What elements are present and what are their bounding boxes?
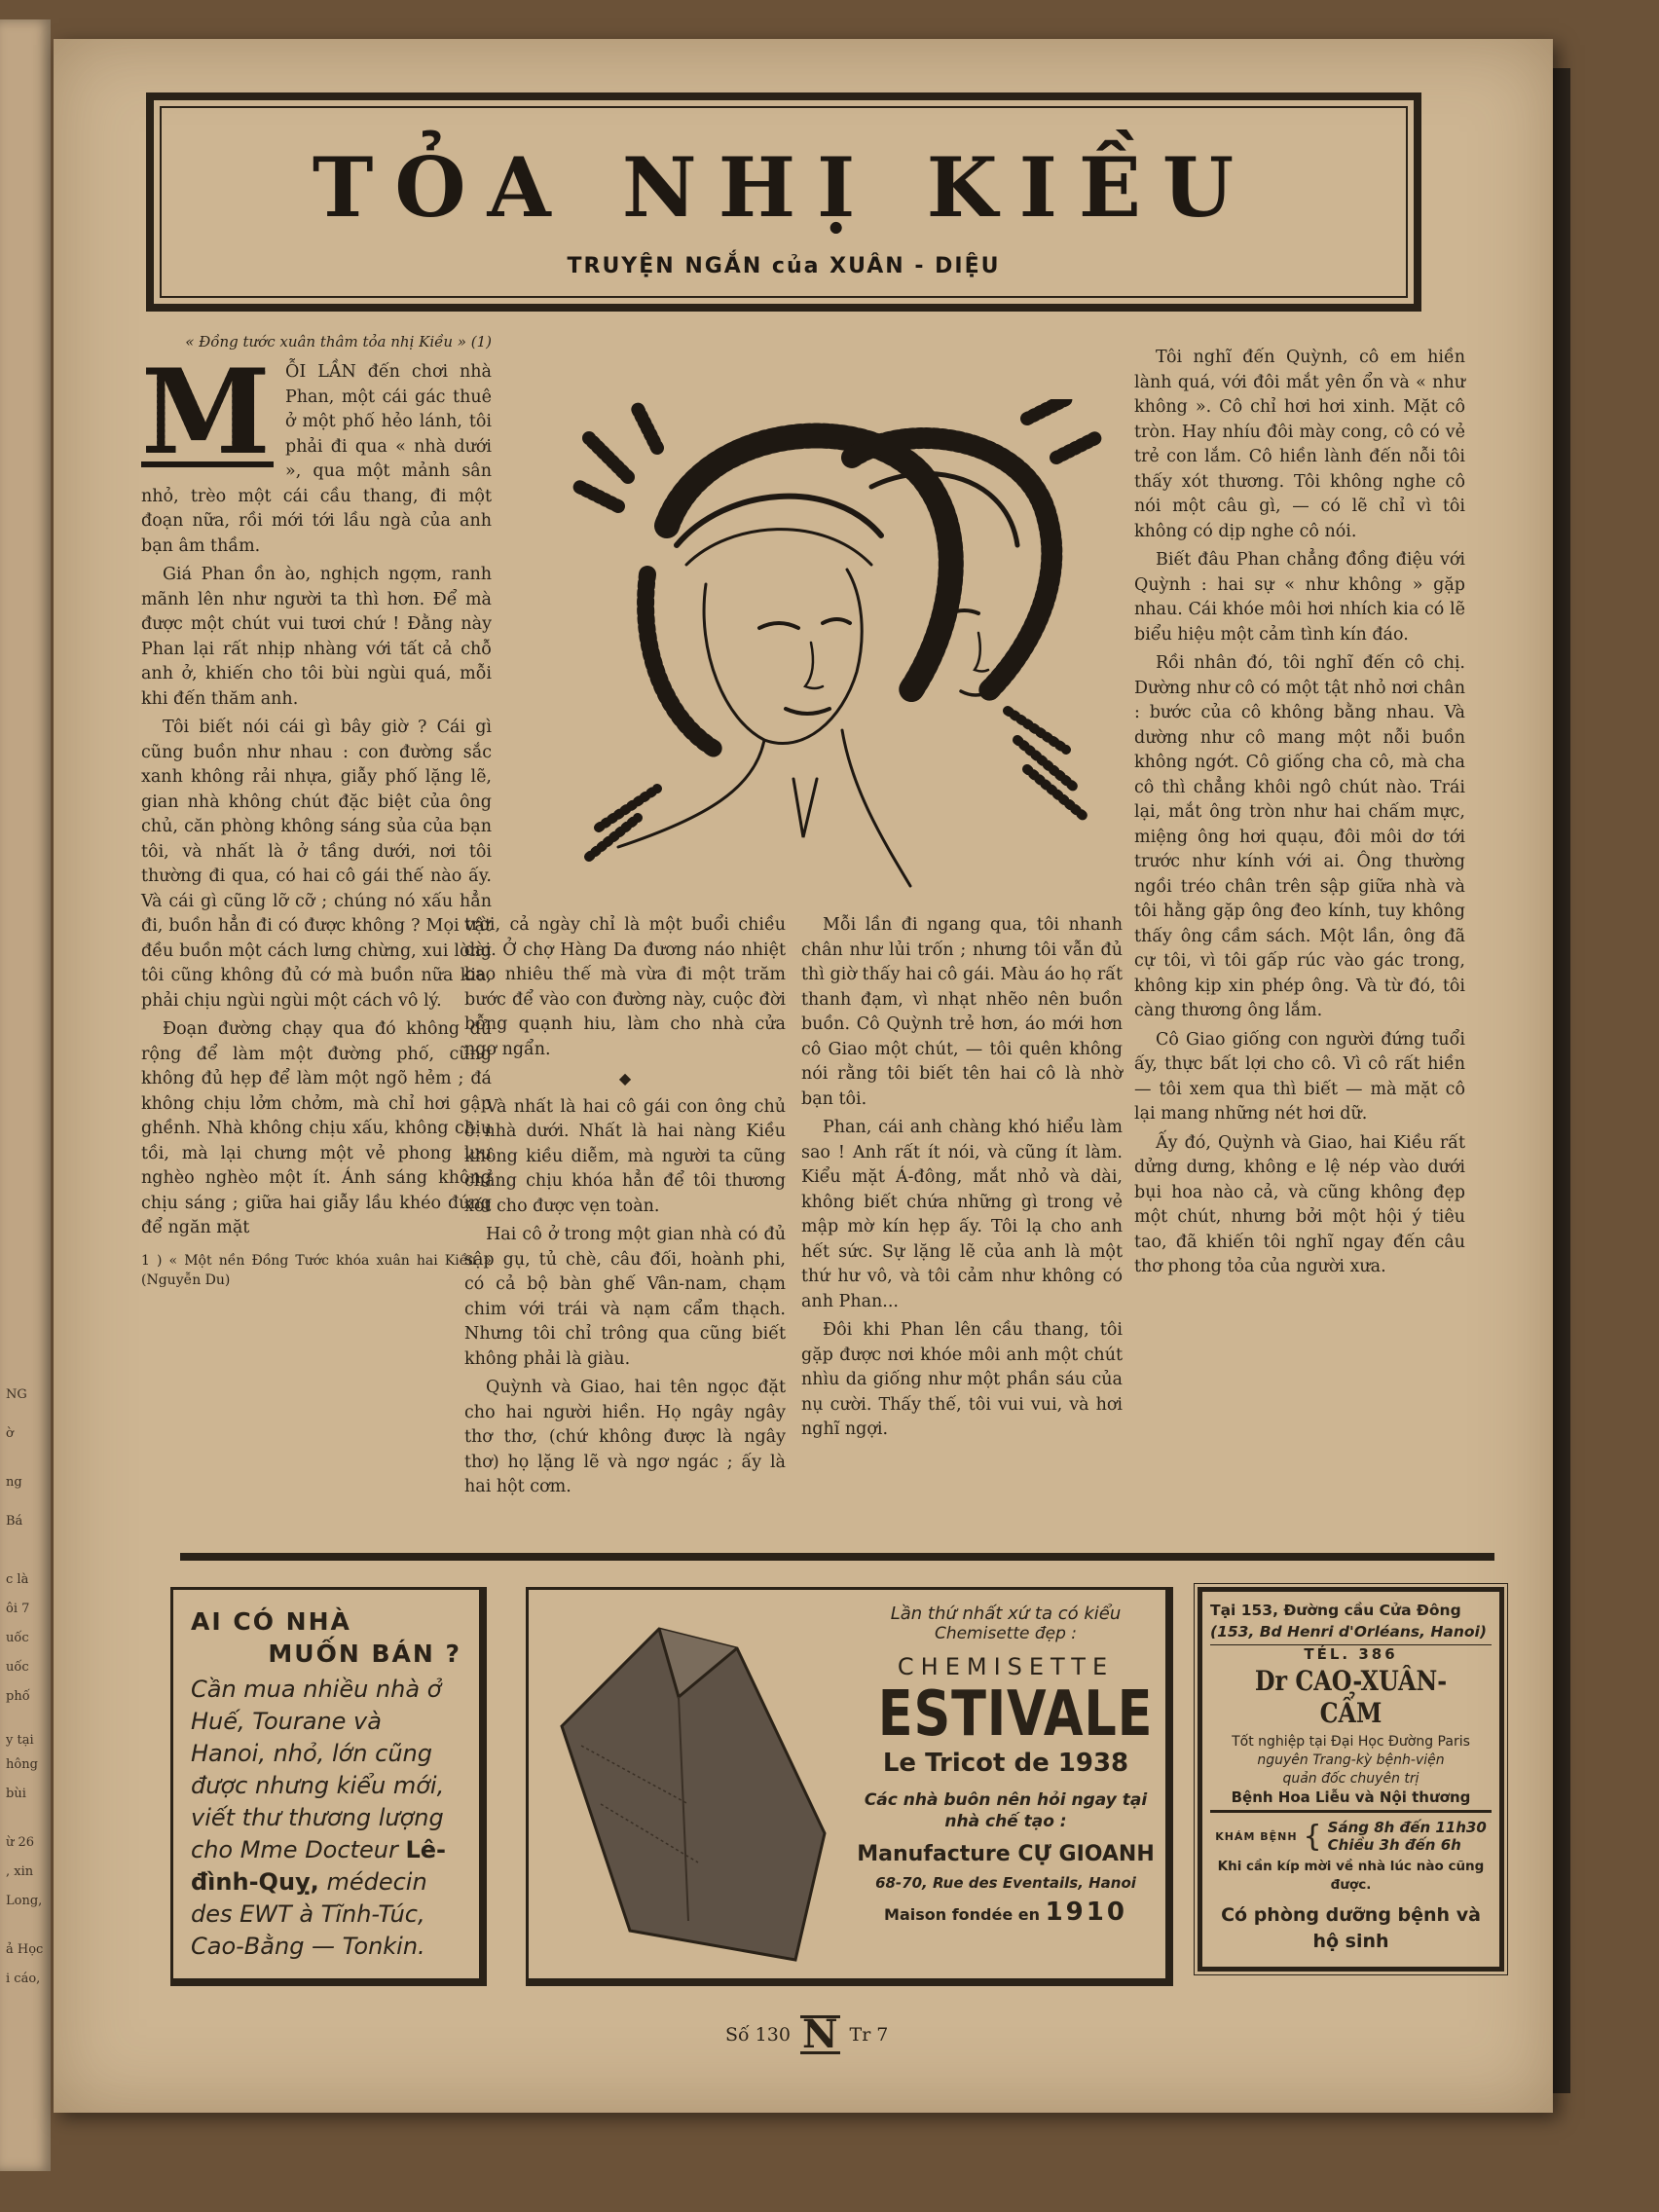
specialty: Bệnh Hoa Liễu và Nội thương xyxy=(1231,1788,1471,1806)
column-1 xyxy=(141,331,492,1290)
paragraph: Tôi nghĩ đến Quỳnh, cô em hiền lành quá, với đôi mắt yên ổn và « như không ». Cô chỉ hơi hơi xinh. Mặt cô tròn. Hay nhíu đôi mày cong, cô có vẻ trẻ con lắm. Cô hiền lành đến nỗi tôi thấy xót thương. Tôi không nghe cô nói một câu gì, — có lẽ chỉ vì tôi không có dịp nghe cô nói. xyxy=(1134,348,1465,541)
left-page-text: i cáo, xyxy=(6,1972,41,1986)
newspaper-page xyxy=(54,39,1553,2113)
paragraph: Biết đâu Phan chẳng đồng điệu với Quỳnh : hai sự « như không » gặp nhau. Cái khóe môi hơi nhích kia có lẽ biểu hiệu một cảm tình kín đáo. xyxy=(1134,550,1465,645)
paragraph: Đôi khi Phan lên cầu thang, tôi gặp được nơi khóe môi anh một chút nhìu da giống như một phần sáu của nụ cười. Thấy thế, tôi vui vui, và hơi nghĩ ngợi. xyxy=(801,1320,1123,1439)
founded-label: Maison fondée en xyxy=(884,1905,1041,1924)
clinic-services: Có phòng dưỡng bệnh và hộ sinh xyxy=(1221,1904,1481,1952)
left-page-text: ờ xyxy=(6,1426,14,1441)
two-women-illustration xyxy=(560,399,1105,905)
page-number: Tr 7 xyxy=(849,2024,889,2046)
paragraph: Giá Phan ồn ào, nghịch ngợm, ranh mãnh lên như người ta thì hơn. Để mà được một chút vui tươi chứ ! Đằng này Phan lại rất nhịp nhàng với tất cả chỗ anh ở, khiến cho tôi bùi ngùi quá, mỗi khi đến thăm anh. xyxy=(141,565,492,709)
founded xyxy=(850,1898,1161,1927)
left-page-text: bùi xyxy=(6,1787,26,1801)
epigraph: « Đồng tước xuân thâm tỏa nhị Kiều » (1) xyxy=(185,333,492,350)
left-page-text: Long, xyxy=(6,1894,43,1908)
left-page-text: , xin xyxy=(6,1864,34,1879)
address: Tại 153, Đường cầu Cửa Đông xyxy=(1210,1602,1461,1619)
paragraph: Và nhất là hai cô gái con ông chủ ở nhà dưới. Nhất là hai nàng Kiều không kiều diễm, mà người ta cũng chẳng chịu khóa hẳn để tôi thương xót cho được vẹn toàn. xyxy=(464,1096,786,1216)
footnote: 1 ) « Một nền Đồng Tước khóa xuân hai Kiều » (Nguyễn Du) xyxy=(141,1252,492,1288)
left-page-text: hông xyxy=(6,1757,38,1772)
left-page-text: phố xyxy=(6,1689,30,1704)
paragraph: Mỗi lần đi ngang qua, tôi nhanh chân như lủi trốn ; nhưng tôi vẫn đủ thì giờ thấy hai cô gái. Màu áo họ rất thanh đạm, vì nhạt nhẽo nên buồn buồn. Cô Quỳnh trẻ hơn, áo mới hơn cô Giao một chút, — tôi quên không nói rằng tôi biết tên hai cô là nhờ bạn tôi. xyxy=(801,915,1123,1109)
hours-afternoon: Chiều 3h đến 6h xyxy=(1327,1836,1461,1854)
paragraph: Đoạn đường chạy qua đó không đủ rộng để làm một đường phố, cũng không đủ hẹp để làm một ngõ hẻm ; đá không chịu lởm chởm, mà chỉ hơi gập ghềnh. Nhà không chịu xấu, không chịu tồi, mà lại chưng một vẻ phong lưu nghèo nghèo một ít. Ánh sáng không chịu sáng ; giữa hai giẫy lầu khéo đứng để ngăn mặt xyxy=(141,1019,492,1237)
credential: nguyên Trang-kỳ bệnh-viện xyxy=(1257,1752,1445,1768)
title-box xyxy=(146,92,1421,312)
drop-cap: M xyxy=(141,364,274,467)
ad-line: Lần thứ nhất xứ ta có kiểu xyxy=(890,1604,1122,1624)
address-fr: (153, Bd Henri d'Orléans, Hanoi) xyxy=(1210,1623,1487,1641)
paragraph: trời, cả ngày chỉ là một buổi chiều dài. Ở chợ Hàng Da đương náo nhiệt bao nhiêu thế mà vừa đi một trăm bước để vào con đường này, cuộc đời bỗng quạnh hiu, làm cho nhà cửa ngơ ngẩn. xyxy=(464,915,786,1059)
left-page-text: uốc xyxy=(6,1660,29,1675)
address: 68-70, Rue des Eventails, Hanoi xyxy=(875,1874,1136,1892)
left-page-text: ả Học xyxy=(6,1942,44,1957)
paragraph: Ấy đó, Quỳnh và Giao, hai Kiều rất dửng dưng, không e lệ nép vào dưới bụi hoa nào cả, và cũng không đẹp một chút, nhưng bởi một hội ý tiêu tao, đã khiến tôi nghĩ ngay đến câu thơ phong tỏa của người xưa. xyxy=(1134,1132,1465,1276)
ad-body: Cần mua nhiều nhà ở Huế, Tourane và Hanoi, nhỏ, lớn cũng được nhưng kiểu mới, viết thư thương lượng cho Mme Docteur xyxy=(191,1676,445,1863)
left-page-text: ôi 7 xyxy=(6,1602,30,1616)
brand-name: ESTIVALE xyxy=(877,1678,1154,1751)
ad-line: Các nhà buôn nên hỏi ngay tại nhà chế tạo : xyxy=(864,1790,1148,1831)
note: Khi cần kíp mời về nhà lúc nào cũng được. xyxy=(1217,1859,1485,1893)
paragraph: M ỖI LẦN đến chơi nhà Phan, một cái gác thuê ở một phố hẻo lánh, tôi phải đi qua « nhà dưới », qua một mảnh sân nhỏ, trèo một cái cầu thang, đi một đoạn nữa, rồi mới tới lầu ngà của anh bạn âm thầm. xyxy=(141,344,492,556)
ad-line: CHEMISETTE xyxy=(897,1653,1115,1680)
paragraph: Phan, cái anh chàng khó hiểu làm sao ! Anh rất ít nói, và cũng ít làm. Kiểu mặt Á-đông, mắt nhỏ và dài, không biết chứa những gì trong vẻ mập mờ kín hẹp ấy. Tôi lạ cho anh hết sức. Sự lặng lẽ của anh là một thứ hư vô, và tôi cảm như không có anh Phan... xyxy=(801,1118,1123,1311)
ad-doctor xyxy=(1198,1587,1504,1972)
ad-heading: AI CÓ NHÀ xyxy=(191,1607,351,1636)
left-page-fragment xyxy=(0,19,51,2171)
credential: quản đốc chuyên trị xyxy=(1282,1771,1419,1787)
office-hours: KHÁM BỆNH { Sáng 8h đến 11h30 Chiều 3h đến 6h xyxy=(1210,1810,1492,1854)
issue-number: Số 130 xyxy=(725,2024,791,2046)
ads-divider xyxy=(180,1553,1494,1561)
separator-diamond: ◆ xyxy=(618,1069,632,1088)
column-3 xyxy=(801,913,1123,1447)
founded-year: 1910 xyxy=(1045,1898,1127,1927)
paragraph: Tôi biết nói cái gì bây giờ ? Cái gì cũng buồn như nhau : con đường sắc xanh không rải nhựa, giẫy phố lặng lẽ, gian nhà không chút đặc biệt của ông chủ, căn phòng không sáng sủa của bạn tôi, và nhất là ở tầng dưới, nơi tôi thường đi qua, có hai cô gái thế nào ấy. Và cái gì cũng lỡ cỡ ; chúng nó xấu hẳn đi, buồn hẳn đi có được không ? Mọi vật đều buồn một cách lưng chừng, xui lòng tôi cũng không đủ cớ mà buồn nữa kia, phải chịu ngùi ngùi một cách vô lý. xyxy=(141,718,492,1011)
ad-tail: médecin des EWT à Tĩnh-Túc, Cao-Bằng — Tonkin. xyxy=(191,1868,427,1960)
paragraph: Cô Giao giống con người đứng tuổi ấy, thực bất lợi cho cô. Vì cô rất hiền — tôi xem qua thì biết — mà mặt cô lại mang những nét hơi dữ. xyxy=(1134,1029,1465,1124)
left-page-text: y tại xyxy=(6,1733,34,1748)
left-page-text: ừ 26 xyxy=(6,1835,35,1850)
ad-line: Le Tricot de 1938 xyxy=(882,1749,1129,1778)
ad-name: Lê-đình-Quỵ, xyxy=(191,1836,446,1896)
left-page-text: ng xyxy=(6,1475,22,1490)
newspaper-logo: N xyxy=(801,2011,838,2057)
story-subtitle: TRUYỆN NGẮN của XUÂN - DIỆU xyxy=(567,254,1001,278)
credential: Tốt nghiệp tại Đại Học Đường Paris xyxy=(1232,1734,1470,1750)
column-2 xyxy=(464,913,786,1504)
ad-chemisette xyxy=(526,1587,1173,1986)
left-page-text: Bá xyxy=(6,1514,23,1529)
hours-label: KHÁM BỆNH xyxy=(1215,1829,1298,1843)
paragraph: Hai cô ở trong một gian nhà có đủ sập gụ, tủ chè, câu đối, hoành phi, có cả bộ bàn ghế Vân-nam, chạm chim với trái và nạm cẩm thạch. Nhưng tôi chỉ trông qua cũng biết không phải là giàu. xyxy=(464,1225,786,1369)
manufacturer: Manufacture CỰ GIOANH xyxy=(857,1842,1155,1866)
left-page-text: NG xyxy=(6,1387,27,1402)
ad-house-wanted xyxy=(170,1587,487,1986)
shirt-illustration xyxy=(542,1609,834,1979)
story-title: TỎA NHỊ KIỀU xyxy=(312,139,1256,236)
ad-line: Chemisette đẹp : xyxy=(934,1624,1078,1643)
hours-morning: Sáng 8h đến 11h30 xyxy=(1327,1819,1487,1836)
ad-heading: MUỐN BÁN ? xyxy=(268,1640,461,1668)
page-folio xyxy=(725,2011,889,2057)
paragraph: Rồi nhân đó, tôi nghĩ đến cô chị. Dường như cô có một tật nhỏ nơi chân : bước của cô không bằng nhau. Và dường như cô mang một nỗi buồn không ngớt. Cô giống cha cô, mà cha cô thì chẳng khôi ngô chút nào. Trái lại, mắt ông tròn như hai chấm mực, miệng ông hơi quạu, đôi môi dơ tới trước như kính với ai. Ông thường ngồi tréo chân trên sập giữa nhà và tôi hằng gặp ông đeo kính, tuy không thấy ông cầm sách. Một lần, ông đã cự tôi, vì tôi gấp rúc vào gác trong, không kịp xin phép ông. Và từ đó, tôi càng thương ông lắm. xyxy=(1134,653,1465,1020)
left-page-text: uốc xyxy=(6,1631,29,1645)
column-4 xyxy=(1134,346,1465,1284)
left-page-text: c là xyxy=(6,1572,29,1587)
paragraph: Quỳnh và Giao, hai tên ngọc đặt cho hai người hiền. Họ ngây ngây thơ thơ, (chứ không được là ngây thơ) họ lặng lẽ và ngơ ngác ; ấy là hai hột cơm. xyxy=(464,1378,786,1496)
telephone: TÉL. 386 xyxy=(1210,1644,1492,1663)
book-spine-edge xyxy=(1553,68,1570,2093)
doctor-name: Dr CAO-XUÂN-CẨM xyxy=(1254,1665,1448,1729)
